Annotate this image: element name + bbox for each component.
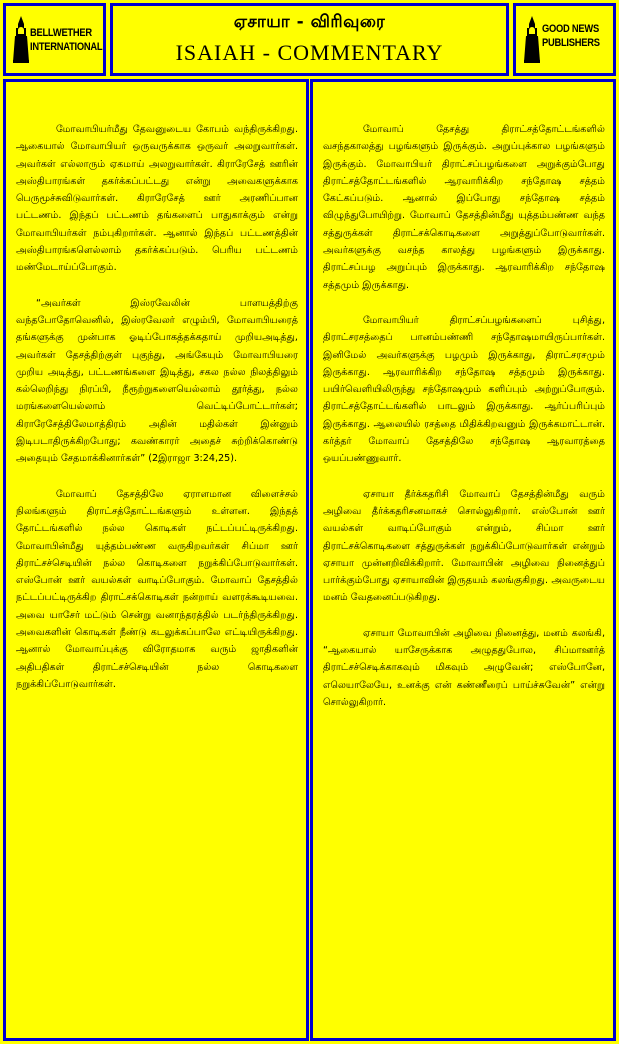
right-column [310, 79, 616, 1041]
bellwether-logo [3, 3, 106, 76]
tower-icon [523, 16, 541, 64]
left-column-text [16, 121, 298, 711]
right-column-text [323, 121, 605, 729]
title-english: ISAIAH - COMMENTARY [175, 40, 444, 65]
paragraph: மோவாபியர்மீது தேவனுடைய கோபம் வந்திருக்கிறது. ஆகையால் மோவாபியர் ஒருவருக்காக ஒருவர் அலறுவார்கள். அவர்கள் எல்லாரும் ஏகமாய் அலறுவார்கள். கிராரேசேத் ஊரின் அஸ்திபாரங்கள் தகர்க்கப்பட்டது என்று அவைகளுக்காக பெருமூச்சுவிடுவார்கள். கிராரேசேத் ஊர் அரணிப்பான பட்டணம். இந்தப் பட்டணம் தங்களைப் பாதுகாக்கும் என்று மோவாபியர்கள் நம்புகிறார்கள். ஆனால் இந்தப் பட்டணத்தின் அஸ்திபாரங்களெல்லாம் தகர்க்கப்படும். பெரிய பட்டணம் மண்மேடாய்ப்போகும். [16, 124, 298, 274]
good-news-logo [513, 3, 616, 76]
title-box [110, 3, 509, 76]
logo-line-1: BELLWETHER [30, 27, 92, 39]
paragraph-quote: “அவர்கள் இஸ்ரவேலின் பாளயத்திற்கு வந்தபோதோவெனில், இஸ்ரவேலர் எழும்பி, மோவாபியரைத் தங்களுக்கு முன்பாக ஓடிப்போகத்தக்கதாய் முறியஅடித்து, அவர்கள் தேசத்திற்குள் புகுந்து, அங்கேயும் மோவாபியரை முறிய அடித்து, பட்டணங்களை இடித்து, சகல நல்ல நிலத்திலும் கல்லெறிந்து நிரப்பி, நீரூற்றுகளையெல்லாம் தூர்த்து, நல்ல மரங்களையெல்லாம் வெட்டிப்போட்டார்கள்; கிராரேசேத்திலேமாத்திரம் அதின் மதில்கள் இன்னும் இடிபடாதிருக்கிறபோது; கவண்காரர் அதைச் சுற்றிக்கொண்டு அதையும் சேதமாக்கினார்கள்” (2இராஜா 3:24,25). [16, 297, 298, 465]
title-tamil: ஏசாயா - விரிவுரை [233, 12, 386, 32]
header [3, 3, 616, 76]
paragraph: மோவாபியர் திராட்சப்பழங்களைப் புசித்து, திராட்சரசத்தைப் பானம்பண்ணி சந்தோஷமாயிருப்பார்கள். இனிமேல் அவர்களுக்கு பழமும் இருக்காது, திராட்சரசமும் இருக்காது. ஆரவாரிக்கிற சந்தோஷ சத்தமும் இருக்காது. பயிர்வெளியிலிருந்து சந்தோஷமும் களிப்பும் அற்றுப்போகும். திராட்சத்தோட்டங்களில் பாடலும் இருக்காது. ஆர்ப்பரிப்பும் இருக்காது. ஆலையில் ரசத்தை மிதிக்கிறவனும் இருக்கமாட்டான். கர்த்தர் மோவாப் தேசத்திலே சந்தோஷ ஆரவாரத்தை ஒயப்பண்ணுவார். [323, 314, 605, 465]
left-column [3, 79, 309, 1041]
paragraph: மோவாப் தேசத்திலே ஏராளமான விளைச்சல் நிலங்களும் திராட்சத்தோட்டங்களும் உள்ளன. இந்தத் தோட்டங்களில் நல்ல கொடிகள் நட்டப்பட்டிருக்கிறது. மோவாபின்மீது யுத்தம்பண்ண வருகிறவர்கள் சிப்மா ஊர் திராட்சச்செடியின் நல்ல கொடிகளை நறுக்கிப்போடுவார்கள். எஸ்போன் ஊர் வயல்கள் வாடிப்போகும். மோவாப் தேசத்தில் நட்டப்பட்டிருக்கிற திராட்சக்கொடிகள் நன்றாய் வளரக்கூடியவை. அவை யாசேர் மட்டும் சென்று வனாந்தரத்தில் படர்ந்திருக்கிறது. அவைகளின் கொடிகள் நீண்டு கடலுக்கப்பாலே எட்டியிருக்கிறது. ஆனால் மோவாப்புக்கு விரோதமாக வரும் ஜாதிகளின் அதிபதிகள் திராட்சச்செடியின் நல்ல கொடிகளை நறுக்கிப்போடுவார்கள். [16, 488, 298, 690]
paragraph: ஏசாயா தீர்க்கதரிசி மோவாப் தேசத்தின்மீது வரும் அழிவை தீர்க்கதரிசனமாகச் சொல்லுகிறார். எஸ்போன் ஊர் வயல்கள் வாடிப்போகும் என்றும், சிப்மா ஊர் திராட்சக்கொடிகளை சத்துருக்கள் நறுக்கிப்போடுவார்கள் என்றும் ஏசாயா முன்னறிவிக்கிறார். மோவாபின் அழிவை நினைத்துப் பார்க்கும்போது ஏசாயாவின் இருதயம் கலங்குகிறது. அவருடைய மனம் வேதனைப்படுகிறது. [323, 488, 605, 604]
bell-tower-icon [12, 16, 30, 64]
logo-line-2: PUBLISHERS [542, 37, 600, 49]
paragraph: ஏசாயா மோவாபின் அழிவை நினைத்து, மனம் கலங்கி, “ஆகையால் யாசேருக்காக அழுததுபோல, சிப்மாஊர்த் திராட்சச்செடிக்காகவும் மிகவும் அழுவேன்; எஸ்போனே, எலெயாலேயே, உனக்கு என் கண்ணீரைப் பாய்ச்சுவேன்” என்று சொல்லுகிறார். [323, 627, 605, 708]
paragraph: மோவாப் தேசத்து திராட்சத்தோட்டங்களில் வசந்தகாலத்து பழங்களும் இருக்கும். அறுப்புக்கால பழங்களும் இருக்கும். மோவாபியர் திராட்சப்பழங்களை அறுக்கும்போது திராட்சத்தோட்டங்களில் ஆரவாரிக்கிற சந்தோஷ சத்தம் கேட்கப்படும். ஆனால் இப்போது சந்தோஷ சத்தம் விழுந்துபோயிற்று. மோவாப் தேசத்தின்மீது யுத்தம்பண்ண வந்த சத்துருக்கள் திராட்சக்கொடிகளை அறுத்துப்போடுவார்கள். அவர்களுக்கு வசந்த காலத்து பழங்களும் இருக்காது. திராட்சப்பழ அறுப்பும் இருக்காது. ஆரவாரிக்கிற சந்தோஷ சத்தமும் இருக்காது. [323, 124, 605, 291]
logo-line-1: GOOD NEWS [542, 23, 599, 35]
logo-line-2: INTERNATIONAL [30, 41, 103, 53]
